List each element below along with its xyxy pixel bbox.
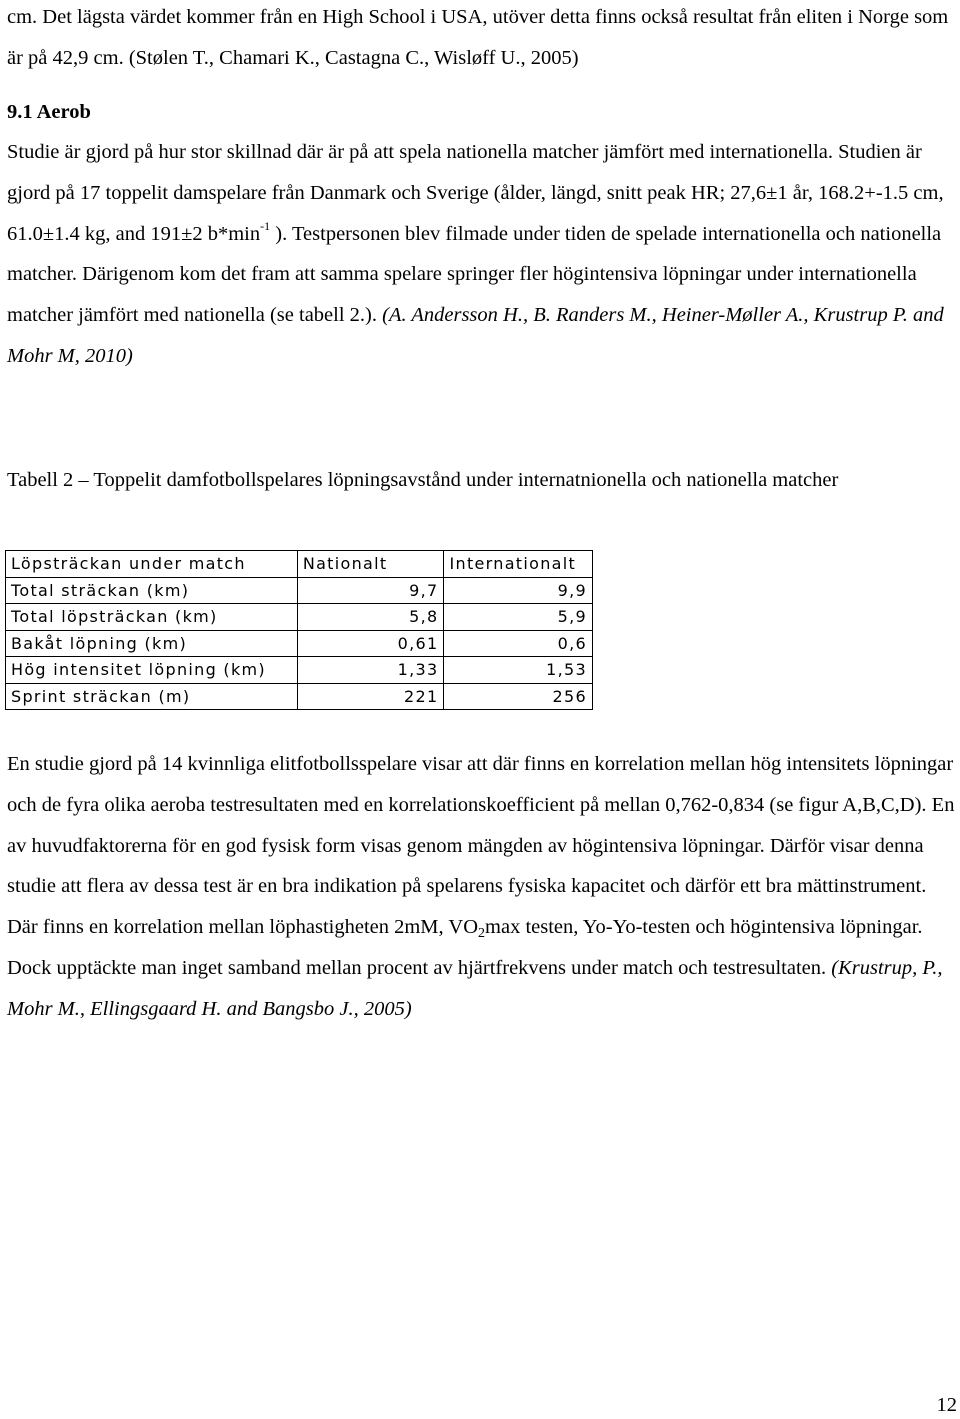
table-cell: 5,9 [444,604,593,631]
table-cell: Bakåt löpning (km) [6,630,298,657]
table-cell: 0,6 [444,630,593,657]
table-row [6,630,593,657]
table-caption: Tabell 2 – Toppelit damfotbollspelares löpningsavstånd under internatnionella och nationella matcher [7,469,839,491]
paragraph-2 [7,132,955,377]
table-cell: Hög intensitet löpning (km) [6,657,298,684]
paragraph-2-text-b: ). Testpersonen blev filmade under tiden de spelade internationella och nationella matcher. Därigenom kom det fram att samma spelare springer fler högintensiva löpningar under internationella matcher jämfört med nationella (se tabell 2.). [7,222,942,327]
table-cell: Sprint sträckan (m) [6,683,298,710]
table-row [6,604,593,631]
paragraph-3-text-a: En studie gjord på 14 kvinnliga elitfotbollsspelare visar att där finns en korrelation mellan hög intensitets löpningar och de fyra olika aeroba testresultaten med en korrelationskoefficient på mellan 0,762-0,834 (se figur A,B,C,D). En av huvudfaktorerna för en god fysisk form visas genom mängden av högintensiva löpningar. Därför visar denna studie att flera av dessa test är en bra indikation på spelarens fysiska kapacitet och därför ett bra mättinstrument. Där finns en korrelation mellan löphastigheten 2mM, VO [7,753,955,939]
table-header-cell: Nationalt [297,551,444,578]
table-row [6,577,593,604]
running-distance-table [5,550,593,710]
table-cell: 0,61 [297,630,444,657]
table-cell: Total sträckan (km) [6,577,298,604]
table-cell: 256 [444,683,593,710]
table-cell: 1,33 [297,657,444,684]
paragraph-2-text-a: Studie är gjord på hur stor skillnad där är på att spela nationella matcher jämfört med internationella. Studien är gjord på 17 toppelit damspelare från Danmark och Sverige (ålder, längd, snitt peak HR; 27,6±1 år, 168.2+-1.5 cm, 61.0±1.4 kg, and 191±2 b*min [7,141,944,245]
paragraph-3 [7,744,955,1030]
table-cell: 5,8 [297,604,444,631]
paragraph-2-citation: (A. Andersson H., B. Randers M., Heiner-Møller A., Krustrup P. and Mohr M, 2010) [7,304,944,367]
paragraph-2-superscript: -1 [260,218,271,233]
paragraph-1 [7,0,955,79]
table-cell: 9,7 [297,577,444,604]
table-cell: 221 [297,683,444,710]
section-heading: 9.1 Aerob [7,101,91,123]
table-header-cell: Internationalt [444,551,593,578]
table-cell: Total löpsträckan (km) [6,604,298,631]
paragraph-1-text: cm. Det lägsta värdet kommer från en High School i USA, utöver detta finns också resultat från eliten i Norge som är på 42,9 cm. (Stølen T., Chamari K., Castagna C., Wisløff U., 2005) [7,6,949,69]
table-cell: 9,9 [444,577,593,604]
paragraph-3-subscript: 2 [478,926,486,942]
paragraph-3-citation: (Krustrup, P., Mohr M., Ellingsgaard H. and Bangsbo J., 2005) [7,956,943,1020]
table-header-cell: Löpsträckan under match [6,551,298,578]
table-header-row [6,551,593,578]
page-number: 12 [936,1394,957,1416]
paragraph-3-text-b: max testen, Yo-Yo-testen och högintensiva löpningar. Dock upptäckte man inget samband mellan procent av hjärtfrekvens under match och testresultaten. [7,916,923,979]
table-row [6,657,593,684]
table-row [6,683,593,710]
table-cell: 1,53 [444,657,593,684]
